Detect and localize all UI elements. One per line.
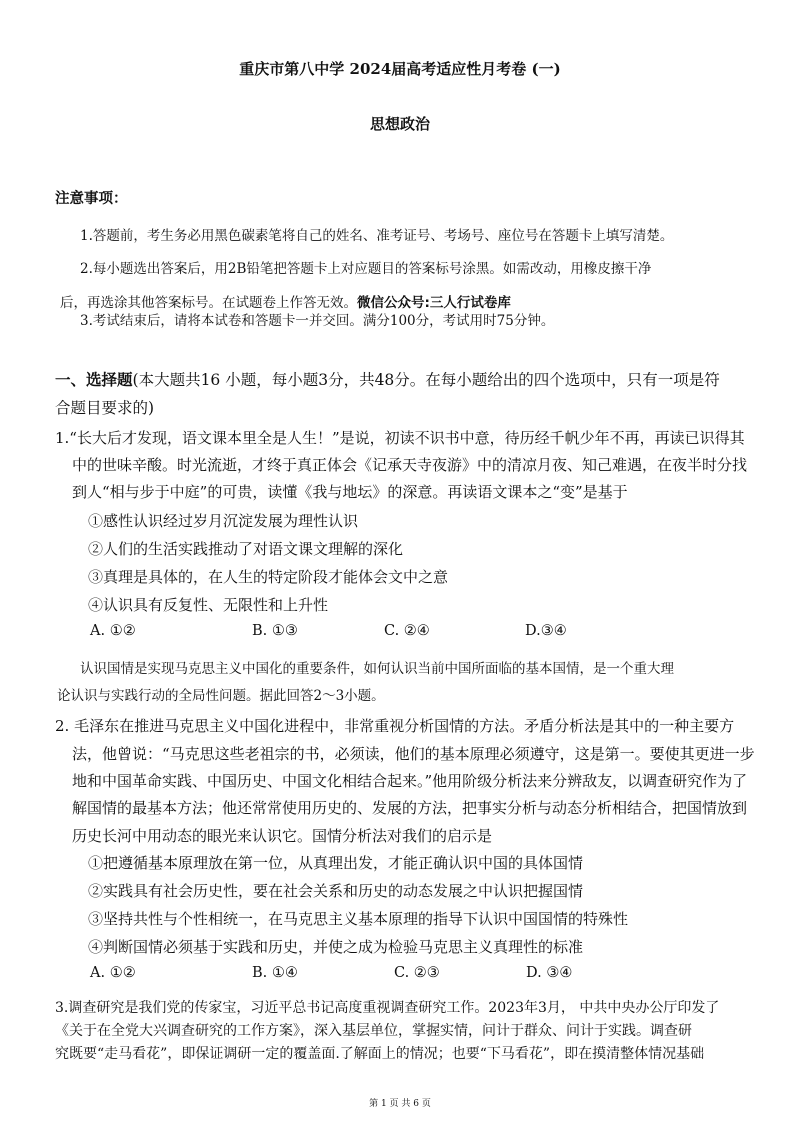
q2-stem-line4: 解国情的最基本方法；他还常常使用历史的、发展的方法，把事实分析与动态分析相结合，把国情放到 <box>72 799 748 817</box>
q1-stem-line2: 中的世味辛酸。时光流逝，才终于真正体会《记承天寺夜游》中的清凉月夜、知己难遇，在夜半时分找 <box>72 456 748 474</box>
q2-item-1: ①把遵循基本原理放在第一位，从真理出发，才能正确认识中国的具体国情 <box>88 854 584 872</box>
q1-item-2: ②人们的生活实践推动了对语文课文理解的深化 <box>88 540 404 558</box>
q1-option-a: A. ①② <box>90 623 136 639</box>
q3-stem-line3: 究既要“走马看花”，即保证调研一定的覆盖面.了解面上的情况；也要“下马看花”，即在摸清整体情况基础 <box>55 1046 705 1062</box>
q3-stem-line2: 《关于在全党大兴调查研究的工作方案》，深入基层单位，掌握实情，问计于群众、问计于实践。调查研 <box>55 1023 692 1039</box>
q2-option-b: B. ①④ <box>252 965 298 981</box>
subject-title: 思想政治 <box>369 115 430 133</box>
q1-option-c: C. ②④ <box>384 623 430 639</box>
notice-item-2-line2 <box>60 291 511 311</box>
q2-stem-line2: 法，他曾说：“马克思这些老祖宗的书，必须读，他们的基本原理必须遵守，这是第一。要使其更进一步 <box>72 745 755 763</box>
q1-stem-line1: 1.“长大后才发现，语文课本里全是人生！”是说，初读不识书中意，待历经千帆少年不再，再读已识得其 <box>55 429 745 447</box>
notice-item-2-text: 后，再选涂其他答案标号。在试题卷上作答无效。 <box>60 295 357 311</box>
q1-stem-line3: 到人“相与步于中庭”的可贵，读懂《我与地坛》的深意。再读语文课本之“变”是基于 <box>72 483 628 501</box>
q1-item-3: ③真理是具体的，在人生的特定阶段才能体会文中之意 <box>88 568 449 586</box>
q2-option-a: A. ①② <box>90 965 136 981</box>
q2-item-3: ③坚持共性与个性相统一，在马克思主义基本原理的指导下认识中国国情的特殊性 <box>88 910 629 928</box>
notice-item-2-line1: 2.每小题选出答案后，用2B铅笔把答题卡上对应题目的答案标号涂黑。如需改动，用橡皮擦干净 <box>80 261 652 277</box>
q2-stem-line3: 地和中国革命实践、中国历史、中国文化相结合起来。”他用阶级分析法来分辨敌友，以调查研究作为了 <box>72 772 748 790</box>
section-1-desc: (本大题共16 小题，每小题3分，共48分。在每小题给出的四个选项中，只有一项是符 <box>132 371 720 389</box>
q1-item-4: ④认识具有反复性、无限性和上升性 <box>88 596 329 614</box>
q2-option-d: D. ③④ <box>526 965 573 981</box>
q2-stem-line1: 2. 毛泽东在推进马克思主义中国化进程中，非常重视分析国情的方法。矛盾分析法是其中的一种主要方 <box>55 717 735 735</box>
q1-option-b: B. ①③ <box>252 623 298 639</box>
wechat-watermark: 微信公众号:三人行试卷库 <box>357 295 511 311</box>
notice-item-1: 1.答题前，考生务必用黑色碳素笔将自己的姓名、准考证号、考场号、座位号在答题卡上填写清楚。 <box>80 228 674 244</box>
page-footer: 第 1 页 共 6 页 <box>369 1099 431 1109</box>
q3-stem-line1: 3.调查研究是我们党的传家宝，习近平总书记高度重视调查研究工作。2023年3月， 中共中央办公厅印发了 <box>55 1000 720 1016</box>
notice-item-3: 3.考试结束后，请将本试卷和答题卡一并交回。满分100分，考试用时75分钟。 <box>80 313 555 329</box>
q2-stem-line5: 历史长河中用动态的眼光来认识它。国情分析法对我们的启示是 <box>72 827 493 845</box>
section-1-line2: 合题目要求的) <box>55 399 155 417</box>
notice-heading: 注意事项： <box>55 191 128 207</box>
q2-item-2: ②实践具有社会历史性，要在社会关系和历史的动态发展之中认识把握国情 <box>88 882 584 900</box>
section-1-line1 <box>55 368 720 390</box>
q1-option-d: D.③④ <box>525 623 567 639</box>
q2-item-4: ④判断国情必须基于实践和历史，并使之成为检验马克思主义真理性的标准 <box>88 938 584 956</box>
intro-2-3-line1: 认识国情是实现马克思主义中国化的重要条件，如何认识当前中国所面临的基本国情，是一个重大理 <box>80 661 674 677</box>
section-1-heading: 一、选择题 <box>55 371 133 389</box>
q2-option-c: C. ②③ <box>394 965 440 981</box>
exam-title: 重庆市第八中学 2024届高考适应性月考卷 (一) <box>239 60 561 78</box>
intro-2-3-line2: 论认识与实践行动的全局性问题。据此回答2～3小题。 <box>57 688 385 704</box>
q1-item-1: ①感性认识经过岁月沉淀发展为理性认识 <box>88 512 359 530</box>
